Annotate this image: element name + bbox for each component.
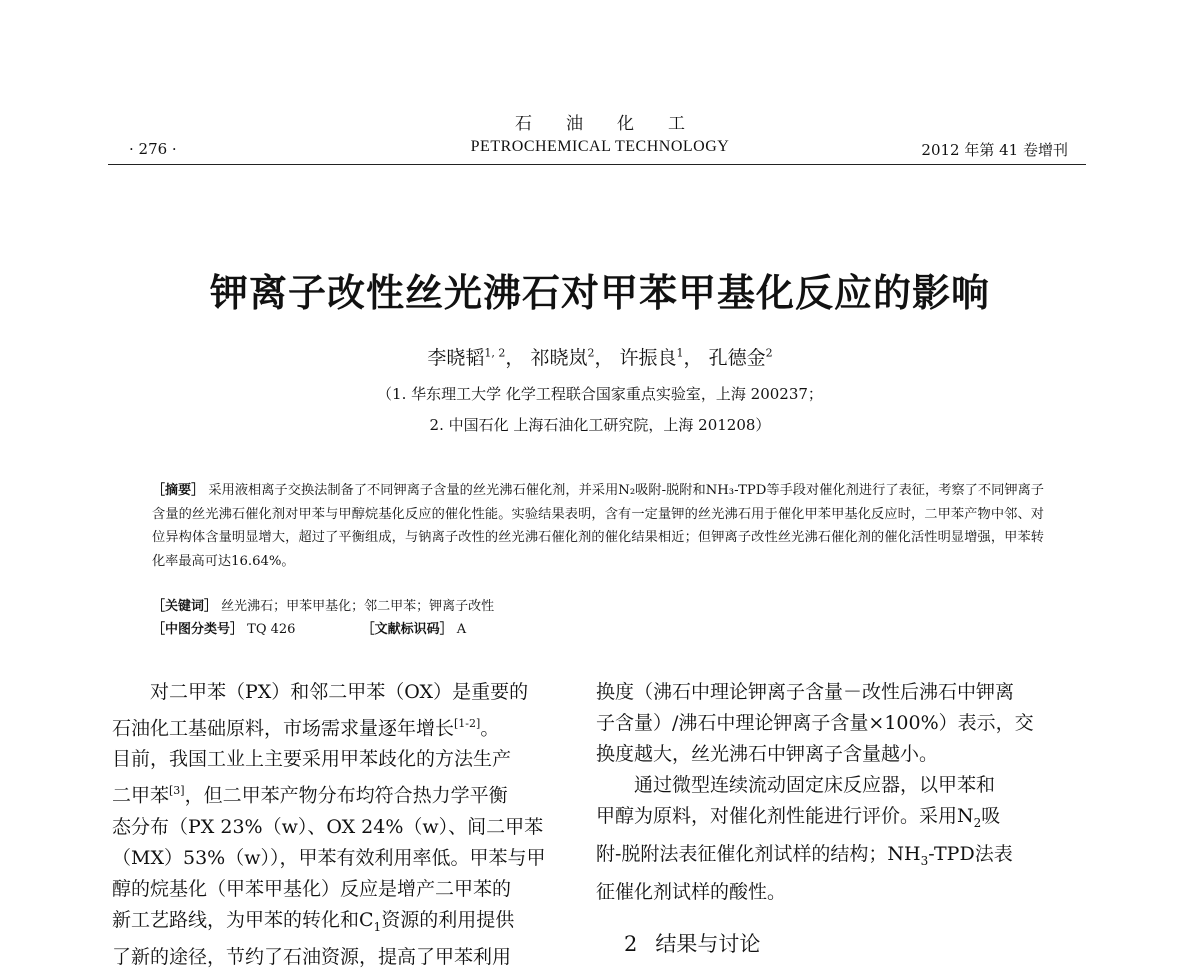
author-name: 祁晓岚 [530, 347, 588, 369]
author-list: 李晓韬$^{1, 2}$， 祁晓岚$^2$， 许振良$^1$， 孔德金$^2$ [427, 346, 773, 369]
author-affiliation-mark: 2 [587, 346, 595, 360]
journal-name-cn: 石油化工 [515, 114, 719, 134]
author-name: 李晓韬 [427, 347, 485, 369]
abstract-text: 采用液相离子交换法制备了不同钾离子含量的丝光沸石催化剂，并采用N₂吸附-脱附和NH₃-TPD等手段对催化剂进行了表征，考察了不同钾离子含量的丝光沸石催化剂对甲苯与甲醇烷基化反应的催化性能。实验结果表明，含有一定量钾的丝光沸石用于催化甲苯甲基化反应时，二甲苯产物中邻、对位异构体含量明显增大，超过了平衡组成，与钠离子改性的丝光沸石催化剂的催化结果相近；但钾离子改性丝光沸石催化剂的催化活性明显增强，甲苯转化率最高可达16.64%。 [152, 483, 1044, 569]
header-rule [108, 164, 1086, 165]
body-line: 二甲苯[3]，但二甲苯产物分布均符合热力学平衡 [112, 784, 508, 807]
body-line: 换度越大，丝光沸石中钾离子含量越小。 [596, 743, 939, 765]
classification-line [152, 618, 466, 637]
abstract-label: ［摘要］ [152, 483, 205, 498]
doc-code-label: ［文献标识码］ [361, 622, 453, 637]
page-number: · 276 · [129, 140, 177, 158]
paper-title: 钾离子改性丝光沸石对甲苯甲基化反应的影响 [209, 271, 990, 315]
affiliation-2: 2. 中国石化 上海石油化工研究院，上海 201208） [429, 416, 771, 434]
abstract [152, 479, 1044, 573]
section-title: 结果与讨论 [655, 932, 761, 956]
keywords-label: ［关键词］ [152, 599, 218, 614]
section-number: 2 [624, 932, 638, 956]
issue-info: 2012 年第 41 卷增刊 [921, 141, 1068, 159]
body-line: 甲醇为原料，对催化剂性能进行评价。采用$N_2$吸 [596, 805, 1001, 830]
author-affiliation-mark: 1 [676, 346, 684, 360]
body-line: 换度（沸石中理论钾离子含量－改性后沸石中钾离 [596, 681, 1015, 703]
author-name: 孔德金 [708, 347, 766, 369]
keywords [152, 595, 494, 614]
citation: [3] [169, 784, 185, 798]
clc-label: ［中图分类号］ [152, 622, 244, 637]
body-line: 附-脱附法表征催化剂试样的结构；$NH_3$-TPD法表 [596, 842, 1013, 868]
author-affiliation-mark: 2 [765, 346, 773, 360]
body-line: 态分布（PX 23%（w）、OX 24%（w）、间二甲苯 [112, 815, 544, 838]
body-line: 新工艺路线，为甲苯的转化和$C_1$资源的利用提供 [112, 908, 515, 934]
citation: [1-2] [454, 717, 481, 730]
author-affiliation-mark: 1, 2 [484, 346, 506, 360]
body-line: （MX）53%（w）），甲苯有效利用率低。甲苯与甲 [112, 846, 546, 869]
keywords-text: 丝光沸石；甲苯甲基化；邻二甲苯；钾离子改性 [221, 599, 495, 614]
body-line: 对二甲苯（PX）和邻二甲苯（OX）是重要的 [150, 681, 529, 703]
body-line: 征催化剂试样的酸性。 [596, 880, 787, 903]
doc-code-value: A [456, 622, 467, 637]
body-line: 了新的途径，节约了石油资源，提高了甲苯利用 [112, 946, 512, 969]
body-line: 目前，我国工业上主要采用甲苯歧化的方法生产 [112, 748, 512, 771]
clc-value: TQ 426 [247, 622, 296, 637]
section-heading [624, 928, 760, 958]
author-name: 许振良 [619, 347, 677, 369]
body-line: 石油化工基础原料，市场需求量逐年增长[1-2]。 [112, 717, 500, 740]
body-line: 子含量）/沸石中理论钾离子含量×100%）表示，交 [596, 712, 1034, 734]
body-left-column [112, 677, 576, 973]
body-line: 醇的烷基化（甲苯甲基化）反应是增产二甲苯的 [112, 877, 512, 900]
journal-name-en: PETROCHEMICAL TECHNOLOGY [470, 138, 730, 155]
body-right-column [596, 677, 1086, 908]
affiliation-1: （1. 华东理工大学 化学工程联合国家重点实验室，上海 200237； [377, 385, 823, 403]
body-line: 通过微型连续流动固定床反应器，以甲苯和 [634, 774, 996, 796]
